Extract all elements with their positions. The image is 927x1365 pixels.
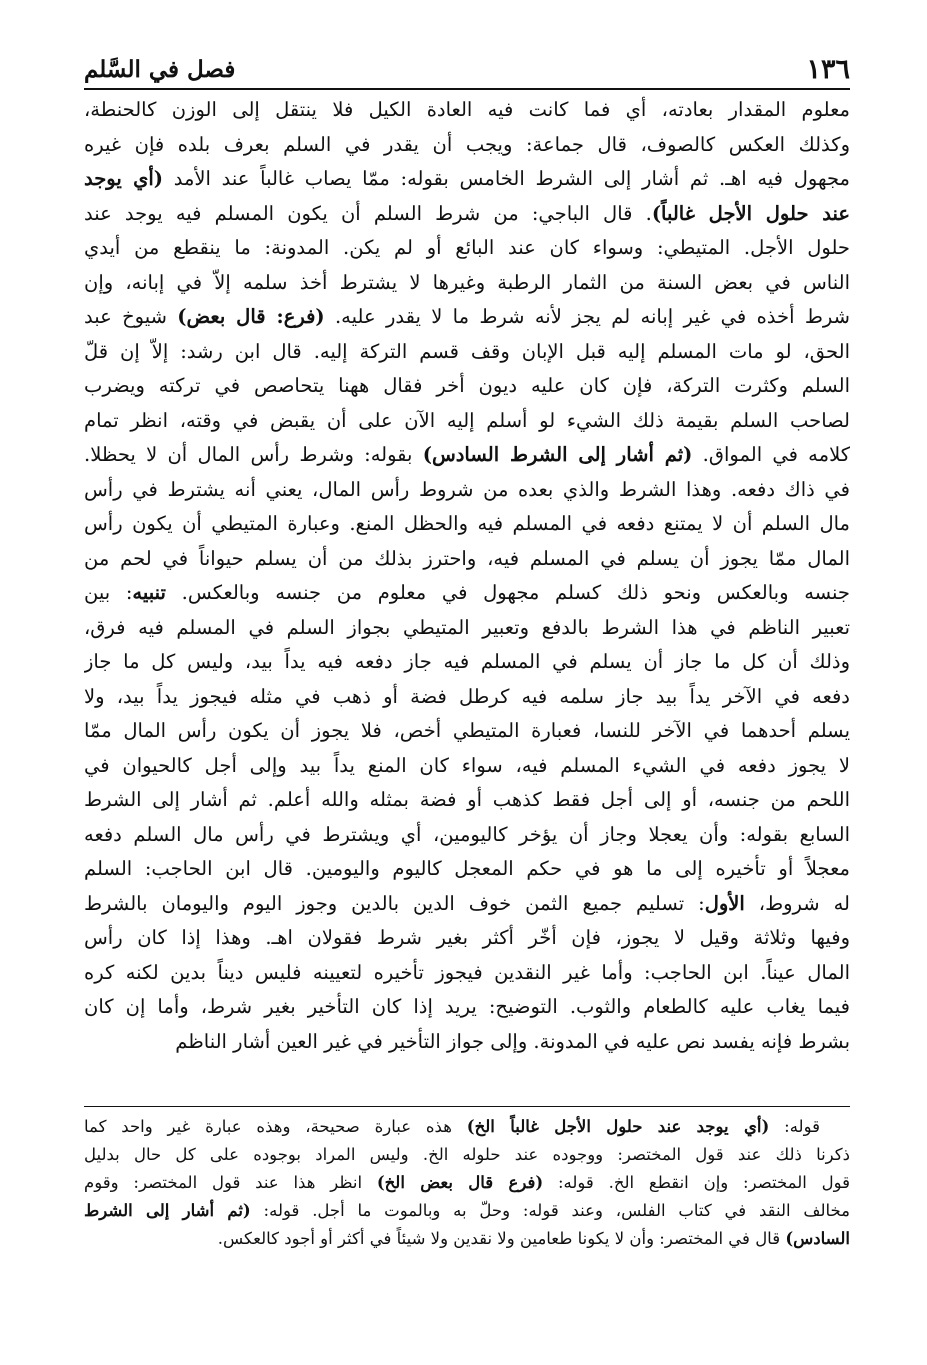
text-run: : بين <box>84 581 133 604</box>
text-line <box>84 197 850 232</box>
text-run: مجهول فيه اهـ. ثم أشار إلى الشرط الخامس بقوله: ممّا يصاب غالباً عند الأمد <box>163 167 850 190</box>
text-run: السلم وكثرت التركة، فإن كان عليه ديون أخر فقال ههنا يتحاصص في تركته ويضرب <box>84 374 850 397</box>
text-line <box>84 404 850 439</box>
text-line <box>84 335 850 370</box>
text-run: مال السلم أن لا يمتنع دفعه في المسلم فيه والحظل المنع. وعبارة المتيطي أن يكون رأس <box>84 512 850 535</box>
text-line <box>84 128 850 163</box>
footnotes-block <box>84 1113 850 1253</box>
text-run: المال عيناً. ابن الحاجب: وأما غير النقدين فيجوز تأخيره لتعيينه فليس ديناً بدين لكنه كره <box>84 960 850 984</box>
text-line <box>84 507 850 542</box>
text-run: وفيها وثلاثة وقيل لا يجوز، فإن أخّر أكثر بغير شرط فقولان اهـ. وهذا إذا كان رأس <box>84 926 850 949</box>
text-run: السابع بقوله: وأن يعجلا وجاز أن يؤخر كاليومين، أي ويشترط في رأس مال السلم دفعه <box>84 822 850 846</box>
text-run: شرط أخذه في غير إبانه لم يجز لأنه شرط ما لا يقدر عليه. <box>324 305 850 328</box>
text-line <box>84 818 850 853</box>
text-line <box>84 852 850 887</box>
text-run: كلامه في المواق. <box>692 443 850 466</box>
text-run: قول المختصر: وإن انقطع الخ. قوله: <box>543 1173 850 1192</box>
footnote-separator <box>84 1106 850 1107</box>
text-run: بقوله: وشرط رأس المال أن لا يحظلا. <box>84 443 423 466</box>
bold-phrase: (فرع قال بعض الخ) <box>376 1173 544 1192</box>
text-run: في ذاك دفعه. وهذا الشرط والذي بعده من شروط رأس المال، يعني أنه يشترط في رأس <box>84 477 850 501</box>
text-line <box>84 680 850 715</box>
bold-phrase: السادس) <box>785 1229 850 1248</box>
bold-phrase: (أي يوجد عند حلول الأجل غالباً الخ) <box>466 1117 770 1136</box>
bold-phrase: (فرع: قال بعض) <box>177 305 325 328</box>
text-run: الناس في بعض السنة من الثمار الرطبة وغيرها لا يشترط أخذ سلمه إلاّ في إبانه، وإن <box>84 270 850 294</box>
text-line <box>84 231 850 266</box>
main-text-block <box>84 93 850 1059</box>
text-run: مخالف النقد في كتاب الفلس، وعند قوله: وحلّ به وبالموت ما أجل. قوله: <box>250 1201 850 1220</box>
text-run: معلوم المقدار بعادته، أي فما كانت فيه العادة الكيل فلا ينتقل إلى الوزن كالحنطة، <box>84 98 850 121</box>
text-run: دفعه في الآخر يداً بيد جاز سلمه فيه كرطل فضة أو ذهب في مثله فيجوز يداً بيد، ولا <box>84 684 850 708</box>
footnote-line <box>84 1197 850 1225</box>
text-run: المال ممّا يجوز أن يسلم في المسلم فيه، واحترز بذلك من أن يسلم حيواناً في لحم من <box>84 546 850 570</box>
bold-phrase: الأول <box>704 891 745 915</box>
text-line <box>84 1025 850 1060</box>
text-line <box>84 783 850 818</box>
text-line <box>84 921 850 956</box>
text-run: اللحم من جنسه، أو إلى أجل فقط كذهب أو فضة بمثله والله أعلم. ثم أشار إلى الشرط <box>84 788 850 811</box>
chapter-title: فصل في السَّلم <box>84 56 236 83</box>
text-line <box>84 369 850 404</box>
footnote-line <box>84 1141 850 1169</box>
text-line <box>84 93 850 128</box>
text-line <box>84 714 850 749</box>
text-line <box>84 473 850 508</box>
text-line <box>84 887 850 922</box>
text-run: حلول الأجل. المتيطي: وسواء كان عند البائع أو لم يكن. المدونة: ما ينقطع من أيدي <box>84 236 850 259</box>
text-run: يسلم أحدهما في الآخر للنسا، فعبارة المتيطي أخص، فلا يجوز أن يكون رأس المال ممّا <box>84 719 850 742</box>
text-run: لصاحب السلم بقيمة ذلك الشيء لو أسلم إليه الآن على أن يقبض في وقته، انظر تمام <box>84 408 850 432</box>
text-line <box>84 266 850 301</box>
text-run: قوله: <box>769 1117 820 1136</box>
text-line <box>84 611 850 646</box>
page-header <box>84 46 850 86</box>
text-line <box>84 162 850 197</box>
text-run: فيما يغاب عليه كالطعام والثوب. التوضيح: يريد إذا كان التأخير بغير شرط، وأما إن كان <box>84 995 850 1018</box>
footnote-line <box>84 1169 850 1197</box>
text-run: الحق، لو مات المسلم إليه قبل الإبان وقف قسم التركة إليه. قال ابن رشد: إلاّ إن قلّ <box>84 339 850 363</box>
text-run: هذه عبارة صحيحة، وهذه عبارة غير واحد كما <box>84 1117 467 1136</box>
footnote-line <box>84 1113 850 1141</box>
header-rule <box>84 88 850 90</box>
text-run: قال في المختصر: وأن لا يكونا طعامين ولا نقدين ولا شيئاً في أكثر أو أجود كالعكس. <box>217 1229 786 1248</box>
bold-phrase: (ثم أشار إلى الشرط السادس) <box>422 443 693 466</box>
text-run: شيوخ عبد <box>84 305 178 328</box>
text-run: : تسليم جميع الثمن خوف الدين بالدين وجوز اليوم واليومان بالشرط <box>84 891 705 915</box>
text-run: وذلك أن كل ما جاز أن يسلم في المسلم فيه جاز دفعه فيه يداً بيد، وليس كل ما جاز <box>84 650 850 673</box>
footnote-line <box>84 1225 850 1253</box>
text-line <box>84 438 850 473</box>
text-line <box>84 645 850 680</box>
text-line <box>84 300 850 335</box>
text-run: لا يجوز دفعه في الشيء المسلم فيه، سواء كان المنع يداً بيد وإلى أجل كالحيوان في <box>84 753 850 777</box>
text-line <box>84 990 850 1025</box>
text-run: تعبير الناظم في هذا الشرط بالدفع وتعبير المتيطي بجواز السلم في المسلم فيه فرق، <box>84 615 850 639</box>
text-run: جنسه وبالعكس ونحو ذلك كسلم مجهول في معلوم من جنسه وبالعكس. <box>165 581 850 604</box>
bold-phrase: (أي يوجد <box>84 167 164 190</box>
text-run: ذكرنا ذلك عند قول المختصر: ووجوده عند حلوله الخ. وليس المراد بوجوده على كل حال بدليل <box>84 1145 850 1164</box>
text-run: انظر هذا عند قول المختصر: وقوم <box>84 1173 377 1192</box>
text-line <box>84 749 850 784</box>
bold-phrase: عند حلول الأجل غالباً) <box>651 201 850 225</box>
bold-phrase: (ثم أشار إلى الشرط <box>84 1201 251 1220</box>
text-line <box>84 542 850 577</box>
page-number: ١٣٦ <box>806 54 850 85</box>
text-line <box>84 576 850 611</box>
text-run: معجلاً أو تأخيره إلى ما هو في حكم المعجل كاليوم واليومين. قال ابن الحاجب: السلم <box>84 857 850 880</box>
text-run: . قال الباجي: من شرط السلم أن يكون المسلم فيه يوجد عند <box>84 201 652 225</box>
text-run: بشرط فإنه يفسد نص عليه في المدونة. وإلى جواز التأخير في غير العين أشار الناظم <box>175 1029 850 1053</box>
text-run: له شروط، <box>744 891 850 915</box>
text-line <box>84 956 850 991</box>
bold-phrase: تنبيه <box>132 581 166 604</box>
text-run: وكذلك العكس كالصوف، قال جماعة: ويجب أن يقدر في السلم بعرف بلده فإن غيره <box>84 132 850 156</box>
